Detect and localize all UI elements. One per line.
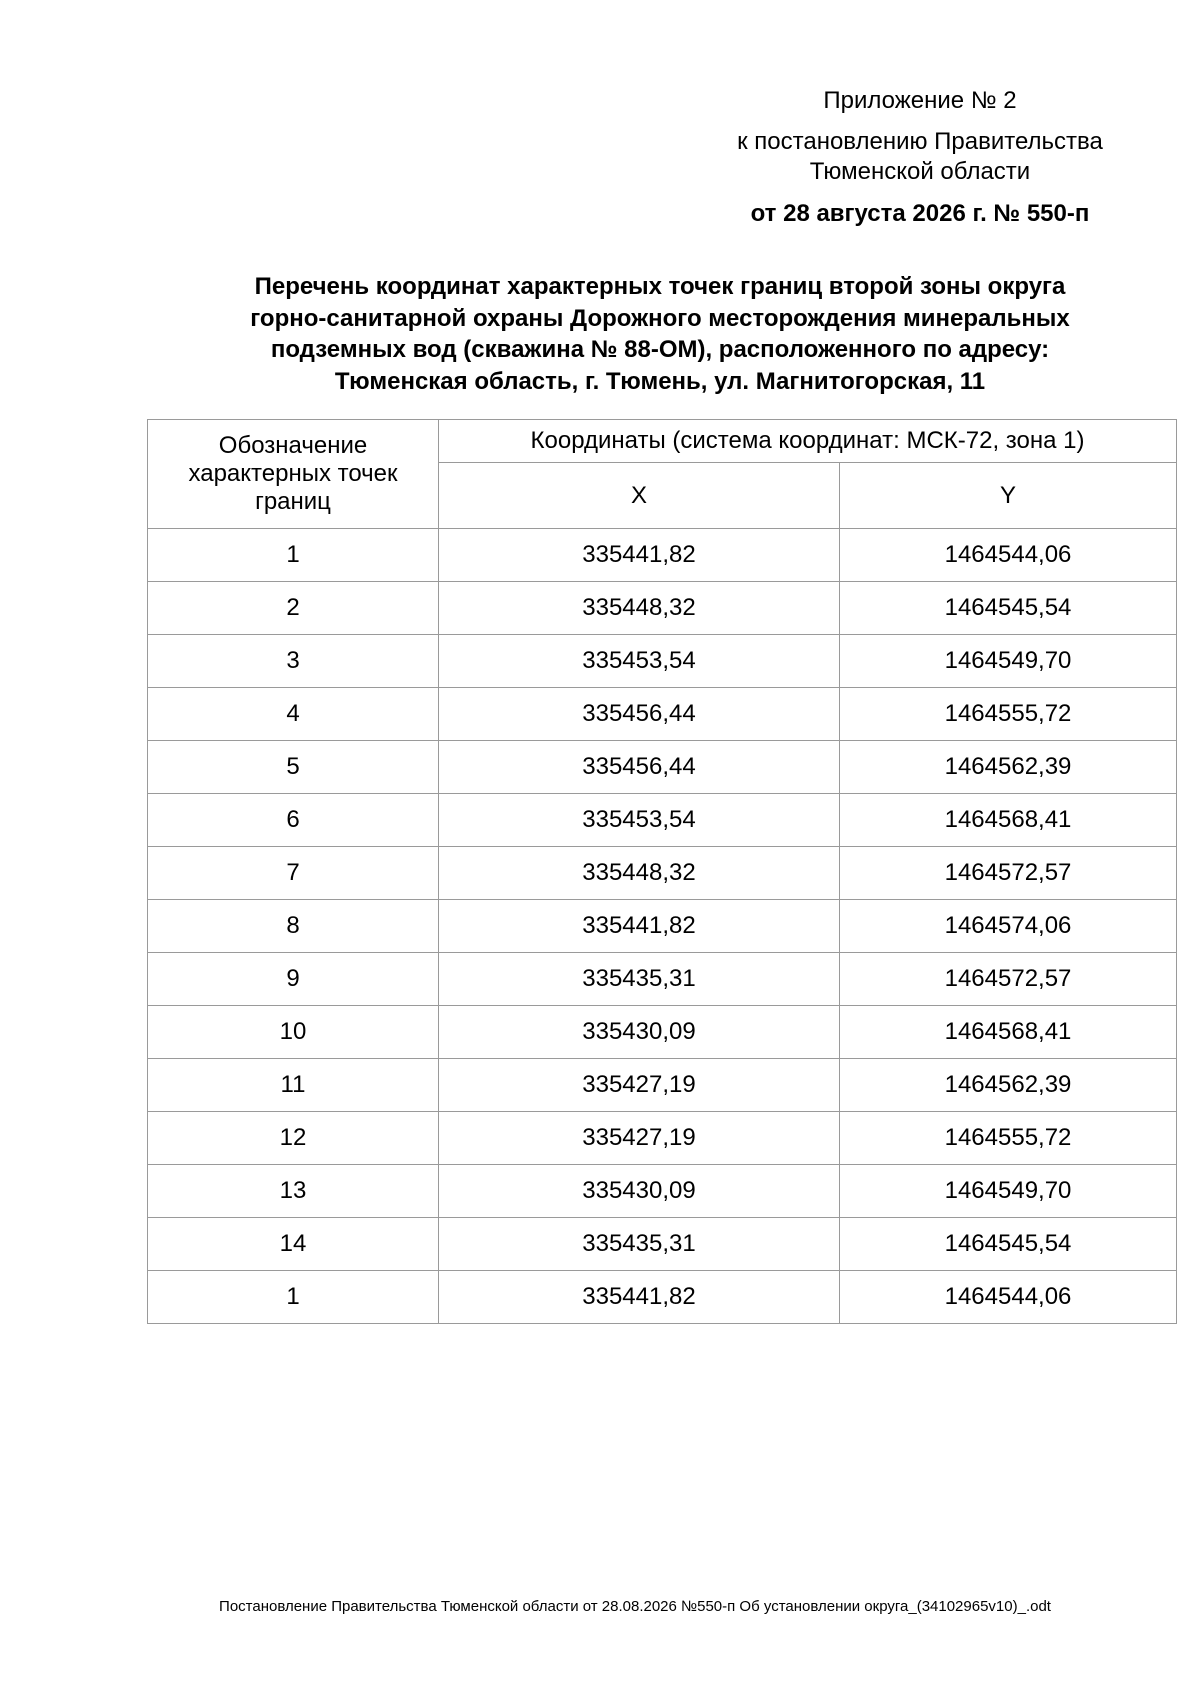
point-number: 14: [148, 1218, 439, 1271]
x-value: 335441,82: [439, 529, 840, 582]
y-value: 1464568,41: [840, 794, 1177, 847]
x-value: 335435,31: [439, 953, 840, 1006]
x-value: 335448,32: [439, 847, 840, 900]
y-value: 1464562,39: [840, 741, 1177, 794]
y-value: 1464549,70: [840, 635, 1177, 688]
header-x: X: [439, 463, 840, 529]
y-value: 1464572,57: [840, 847, 1177, 900]
point-number: 7: [148, 847, 439, 900]
table-row: [148, 688, 1177, 741]
appendix-line-1: к постановлению Правительства: [737, 128, 1103, 155]
title-line: Перечень координат характерных точек границ второй зоны округа: [254, 273, 1066, 300]
point-number: 6: [148, 794, 439, 847]
table-row: [148, 529, 1177, 582]
x-value: 335453,54: [439, 794, 840, 847]
point-number: 4: [148, 688, 439, 741]
x-value: 335435,31: [439, 1218, 840, 1271]
x-value: 335448,32: [439, 582, 840, 635]
table-row: [148, 953, 1177, 1006]
appendix-date: от 28 августа 2026 г. № 550-п: [750, 200, 1090, 227]
table-row: [148, 847, 1177, 900]
page-footer: Постановление Правительства Тюменской области от 28.08.2026 №550-п Об установлении округа_(34102965v10)_.odt: [219, 1598, 1051, 1615]
table-row: [148, 741, 1177, 794]
x-value: 335441,82: [439, 1271, 840, 1324]
table-row: [148, 1112, 1177, 1165]
document-title: [180, 271, 1140, 397]
title-line: горно-санитарной охраны Дорожного месторождения минеральных: [250, 304, 1070, 332]
header-point-designation: [148, 420, 439, 529]
y-value: 1464574,06: [840, 900, 1177, 953]
x-value: 335441,82: [439, 900, 840, 953]
y-value: 1464549,70: [840, 1165, 1177, 1218]
point-number: 9: [148, 953, 439, 1006]
header-point-line: границ: [255, 488, 331, 515]
header-point-line: характерных точек: [188, 460, 398, 487]
appendix-subtitle: [690, 127, 1150, 187]
y-value: 1464545,54: [840, 582, 1177, 635]
point-number: 2: [148, 582, 439, 635]
point-number: 8: [148, 900, 439, 953]
header-point-line: Обозначение: [218, 432, 368, 459]
point-number: 1: [148, 529, 439, 582]
x-value: 335427,19: [439, 1112, 840, 1165]
x-value: 335456,44: [439, 741, 840, 794]
y-value: 1464555,72: [840, 688, 1177, 741]
y-value: 1464562,39: [840, 1059, 1177, 1112]
table-row: [148, 1059, 1177, 1112]
table-row: [148, 1165, 1177, 1218]
y-value: 1464568,41: [840, 1006, 1177, 1059]
y-value: 1464544,06: [840, 1271, 1177, 1324]
y-value: 1464545,54: [840, 1218, 1177, 1271]
point-number: 13: [148, 1165, 439, 1218]
y-value: 1464555,72: [840, 1112, 1177, 1165]
table-row: [148, 1271, 1177, 1324]
table-row: [148, 582, 1177, 635]
point-number: 3: [148, 635, 439, 688]
x-value: 335430,09: [439, 1006, 840, 1059]
title-line: подземных вод (скважина № 88-ОМ), расположенного по адресу:: [270, 336, 1050, 363]
x-value: 335427,19: [439, 1059, 840, 1112]
appendix-line-2: Тюменской области: [809, 158, 1031, 185]
x-value: 335456,44: [439, 688, 840, 741]
coordinates-table: [147, 419, 1177, 1324]
header-y: Y: [840, 463, 1177, 529]
table-row: [148, 635, 1177, 688]
point-number: 11: [148, 1059, 439, 1112]
table-row: [148, 900, 1177, 953]
table-row: [148, 1006, 1177, 1059]
table-row: [148, 1218, 1177, 1271]
point-number: 12: [148, 1112, 439, 1165]
title-line: Тюменская область, г. Тюмень, ул. Магнитогорская, 11: [334, 367, 986, 395]
y-value: 1464572,57: [840, 953, 1177, 1006]
x-value: 335430,09: [439, 1165, 840, 1218]
table-row: [148, 794, 1177, 847]
appendix-title: Приложение № 2: [823, 87, 1017, 114]
point-number: 1: [148, 1271, 439, 1324]
y-value: 1464544,06: [840, 529, 1177, 582]
header-coordinates: Координаты (система координат: МСК-72, зона 1): [439, 420, 1177, 463]
coordinates-table-body: [148, 529, 1177, 1324]
x-value: 335453,54: [439, 635, 840, 688]
point-number: 5: [148, 741, 439, 794]
point-number: 10: [148, 1006, 439, 1059]
